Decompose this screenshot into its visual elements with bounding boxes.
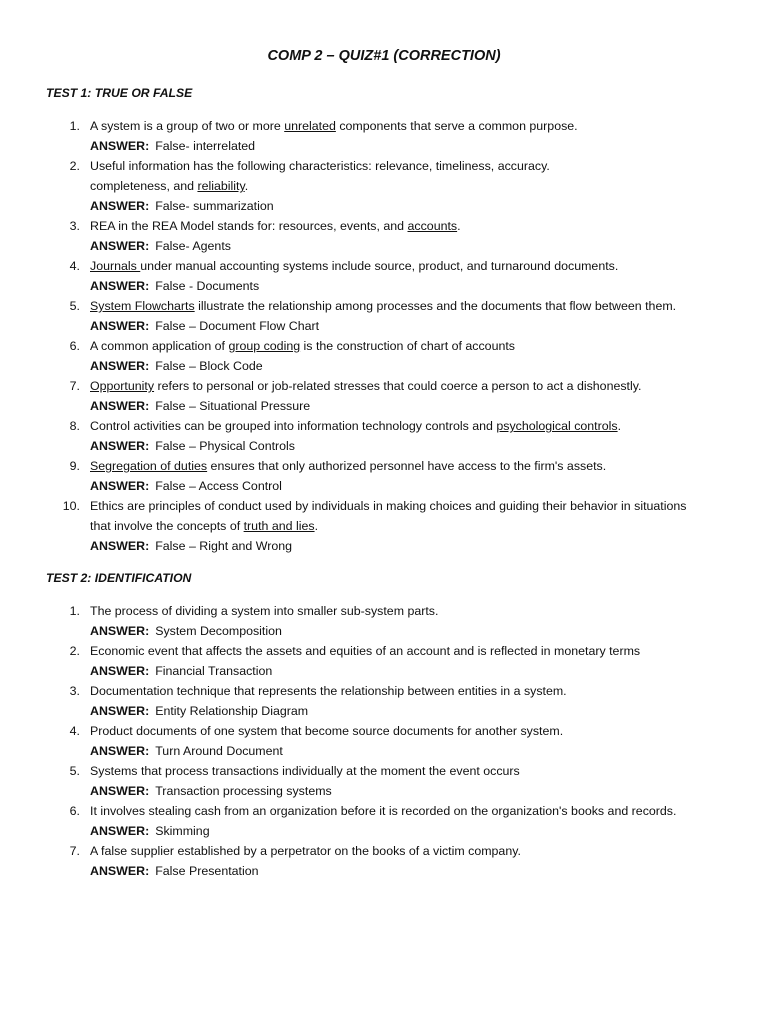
answer-line (90, 356, 263, 376)
question-number: 2. (69, 159, 80, 173)
answer-text: False- summarization (155, 199, 274, 213)
underlined-term: System Flowcharts (90, 299, 195, 313)
answer-label: ANSWER: (90, 399, 150, 413)
question-text-part: Product documents of one system that become source documents for another system. (90, 724, 564, 738)
question-text-part: . (244, 179, 249, 193)
question-text-part: Systems that process transactions individually at the moment the event occurs (90, 764, 520, 778)
answer-label: ANSWER: (90, 319, 150, 333)
question-text (90, 601, 438, 621)
question-text-part: . (314, 519, 319, 533)
question-text-part: is the construction of chart of accounts (300, 339, 515, 353)
underlined-term: reliability (197, 179, 245, 193)
answer-label: ANSWER: (90, 824, 150, 838)
question-text-part: that involve the concepts of (90, 519, 244, 533)
question-number: 7. (69, 844, 80, 858)
question-text-part: under manual accounting systems include source, product, and turnaround documents. (140, 259, 619, 273)
answer-text: False – Physical Controls (155, 439, 295, 453)
answer-line (90, 236, 231, 256)
question-text (90, 296, 676, 316)
answer-label: ANSWER: (90, 359, 150, 373)
answer-line (90, 196, 274, 216)
question-text (90, 456, 606, 476)
answer-line (90, 476, 282, 496)
question-number: 9. (69, 459, 80, 473)
question-number: 6. (69, 339, 80, 353)
question-text-part: Economic event that affects the assets and equities of an account and is reflected in monetary terms (90, 644, 641, 658)
question-text-part: . (457, 219, 461, 233)
answer-label: ANSWER: (90, 744, 150, 758)
answer-label: ANSWER: (90, 279, 150, 293)
question-number: 7. (69, 379, 80, 393)
question-number: 2. (69, 644, 80, 658)
answer-line (90, 741, 283, 761)
question-text (90, 681, 567, 701)
answer-text: False – Situational Pressure (155, 399, 311, 413)
answer-text: Entity Relationship Diagram (155, 704, 309, 718)
underlined-term: accounts (407, 219, 458, 233)
question-text-part: A system is a group of two or more (90, 119, 285, 133)
question-text (90, 641, 640, 661)
question-number: 4. (69, 724, 80, 738)
answer-text: Skimming (155, 824, 210, 838)
underlined-term: truth and lies (243, 519, 315, 533)
answer-text: Financial Transaction (155, 664, 273, 678)
question-text-part: Documentation technique that represents the relationship between entities in a system. (90, 684, 567, 698)
answer-line (90, 316, 319, 336)
test1-heading: TEST 1: TRUE OR FALSE (46, 86, 193, 100)
question-text (90, 156, 550, 176)
question-text (90, 256, 618, 276)
question-text-part: Ethics are principles of conduct used by individuals in making choices and guiding their behavior in situations (90, 499, 687, 513)
question-text (90, 176, 248, 196)
question-text-part: A common application of (90, 339, 229, 353)
question-text-part: . (617, 419, 622, 433)
answer-label: ANSWER: (90, 864, 150, 878)
answer-text: False - Documents (155, 279, 260, 293)
underlined-term: psychological controls (496, 419, 618, 433)
question-text-part: illustrate the relationship among processes and the documents that flow between them. (194, 299, 677, 313)
underlined-term: unrelated (284, 119, 336, 133)
page-title: COMP 2 – QUIZ#1 (CORRECTION) (267, 48, 501, 64)
underlined-term: Journals (90, 259, 141, 273)
answer-text: False Presentation (155, 864, 259, 878)
question-text (90, 841, 521, 861)
question-text-part: components that serve a common purpose. (335, 119, 578, 133)
question-number: 10. (62, 499, 80, 513)
underlined-term: group coding (228, 339, 301, 353)
question-text-part: A false supplier established by a perpetrator on the books of a victim company. (90, 844, 521, 858)
question-text (90, 721, 563, 741)
answer-line (90, 436, 295, 456)
answer-label: ANSWER: (90, 784, 150, 798)
test2-heading: TEST 2: IDENTIFICATION (46, 571, 192, 585)
question-text (90, 516, 318, 536)
answer-label: ANSWER: (90, 239, 150, 253)
answer-line (90, 621, 282, 641)
question-number: 3. (69, 684, 80, 698)
answer-text: False – Right and Wrong (155, 539, 293, 553)
answer-line (90, 536, 292, 556)
question-number: 8. (69, 419, 80, 433)
underlined-term: Opportunity (90, 379, 155, 393)
answer-text: False – Document Flow Chart (155, 319, 320, 333)
question-text-part: Control activities can be grouped into information technology controls and (90, 419, 497, 433)
answer-text: False – Block Code (155, 359, 263, 373)
answer-line (90, 276, 259, 296)
question-text (90, 496, 686, 516)
question-text-part: REA in the REA Model stands for: resources, events, and (90, 219, 408, 233)
answer-text: False- interrelated (155, 139, 256, 153)
answer-label: ANSWER: (90, 624, 150, 638)
answer-text: Transaction processing systems (155, 784, 332, 798)
answer-label: ANSWER: (90, 539, 150, 553)
question-text-part: Useful information has the following characteristics: relevance, timeliness, accuracy. (90, 159, 550, 173)
answer-line (90, 861, 259, 881)
answer-label: ANSWER: (90, 704, 150, 718)
question-text (90, 216, 461, 236)
answer-line (90, 821, 210, 841)
answer-line (90, 781, 332, 801)
answer-label: ANSWER: (90, 199, 150, 213)
question-number: 6. (69, 804, 80, 818)
question-text (90, 376, 641, 396)
answer-line (90, 661, 272, 681)
answer-label: ANSWER: (90, 139, 150, 153)
question-number: 5. (69, 299, 80, 313)
answer-text: False – Access Control (155, 479, 282, 493)
question-text-part: ensures that only authorized personnel have access to the firm's assets. (207, 459, 607, 473)
question-text (90, 336, 515, 356)
answer-label: ANSWER: (90, 479, 150, 493)
question-number: 1. (69, 604, 80, 618)
answer-label: ANSWER: (90, 439, 150, 453)
answer-label: ANSWER: (90, 664, 150, 678)
question-text-part: refers to personal or job-related stresses that could coerce a person to act a dishonestly. (154, 379, 642, 393)
question-text (90, 761, 520, 781)
answer-line (90, 701, 308, 721)
question-number: 1. (69, 119, 80, 133)
answer-text: System Decomposition (155, 624, 282, 638)
answer-text: False- Agents (155, 239, 231, 253)
answer-line (90, 396, 310, 416)
question-number: 4. (69, 259, 80, 273)
answer-text: Turn Around Document (155, 744, 283, 758)
question-text (90, 416, 621, 436)
underlined-term: Segregation of duties (90, 459, 208, 473)
question-text-part: The process of dividing a system into smaller sub-system parts. (90, 604, 439, 618)
question-text (90, 116, 578, 136)
question-number: 3. (69, 219, 80, 233)
answer-line (90, 136, 255, 156)
question-text (90, 801, 676, 821)
question-text-part: It involves stealing cash from an organization before it is recorded on the organization's books and records. (90, 804, 677, 818)
question-text-part: completeness, and (90, 179, 198, 193)
question-number: 5. (69, 764, 80, 778)
